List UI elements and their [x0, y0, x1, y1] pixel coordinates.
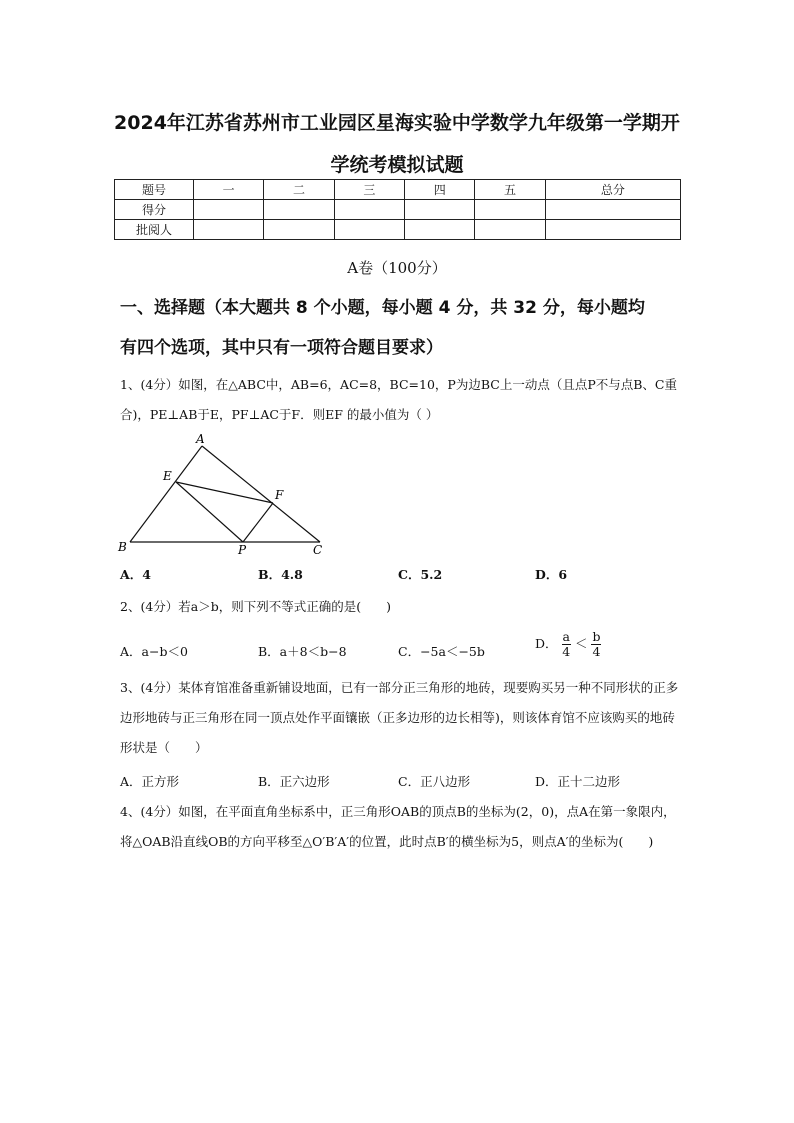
question-2-text: 2、(4分）若a＞b，则下列不等式正确的是( ) — [120, 599, 391, 614]
score-row-label: 得分 — [115, 200, 194, 220]
score-cell — [405, 200, 475, 220]
score-header-cell: 二 — [264, 180, 334, 200]
label-p: P — [238, 543, 247, 557]
volume-subtitle: A卷（100分） — [347, 259, 447, 277]
label-e: E — [163, 469, 172, 483]
section-heading-line-1: 一、选择题（本大题共 8 个小题，每小题 4 分，共 32 分，每小题均 — [120, 298, 645, 318]
score-cell — [475, 220, 545, 240]
question-3-options — [120, 772, 680, 792]
label-a: A — [196, 432, 205, 446]
score-cell — [334, 220, 404, 240]
q2-option-d[interactable] — [535, 630, 601, 659]
q3-option-d[interactable]: D．正十二边形 — [535, 774, 621, 789]
question-4-text: 4、(4分）如图，在平面直角坐标系中，正三角形OAB的顶点B的坐标为(2，0)，点A在第一象限内，将△OAB沿直线OB的方向平移至△O′B′A′的位置，此时点B′的横坐标为5，则点A′的坐标为( ) — [120, 804, 676, 849]
segment-ab — [130, 446, 202, 542]
fraction-numerator: a — [562, 629, 570, 644]
label-f: F — [275, 488, 284, 502]
score-cell — [194, 220, 264, 240]
score-table-header-row — [115, 180, 681, 200]
label-b: B — [118, 540, 127, 554]
score-cell — [194, 200, 264, 220]
score-header-cell: 五 — [475, 180, 545, 200]
score-cell — [405, 220, 475, 240]
score-row-label: 批阅人 — [115, 220, 194, 240]
q3-option-b[interactable]: B．正六边形 — [258, 774, 330, 789]
score-table-row — [115, 220, 681, 240]
question-1-figure — [114, 430, 334, 558]
score-cell — [545, 220, 680, 240]
label-c: C — [313, 543, 323, 557]
segment-pe — [176, 482, 243, 542]
score-cell — [334, 200, 404, 220]
score-cell — [545, 200, 680, 220]
fraction-denominator: 4 — [592, 644, 601, 659]
q3-option-a[interactable]: A．正方形 — [120, 774, 180, 789]
fraction-denominator: 4 — [562, 644, 571, 659]
score-cell — [264, 200, 334, 220]
q1-option-d[interactable]: D．6 — [535, 567, 568, 582]
score-table — [114, 179, 681, 240]
exam-title-line-2: 学统考模拟试题 — [330, 154, 464, 176]
fraction-numerator: b — [592, 629, 601, 644]
question-1-options — [120, 565, 680, 585]
question-3-text: 3、(4分）某体育馆准备重新铺设地面，已有一部分正三角形的地砖，现要购买另一种不同形状的正多边形地砖与正三角形在同一顶点处作平面镶嵌（正多边形的边长相等)，则该体育馆不应该购买的地砖形状是（ ） — [120, 680, 679, 755]
q2-option-a[interactable]: A．a−b＜0 — [120, 644, 188, 659]
fraction-a-over-4 — [562, 630, 571, 659]
q3-option-c[interactable]: C．正八边形 — [398, 774, 471, 789]
less-than-sign: ＜ — [574, 636, 588, 651]
score-cell — [264, 220, 334, 240]
fraction-b-over-4 — [591, 630, 601, 659]
q2-option-b[interactable]: B．a＋8＜b−8 — [258, 644, 347, 659]
score-header-cell: 四 — [405, 180, 475, 200]
q2-option-d-prefix: D． — [535, 636, 558, 651]
q1-option-c[interactable]: C．5.2 — [398, 567, 443, 582]
score-table-row — [115, 200, 681, 220]
q2-option-c[interactable]: C．−5a＜−5b — [398, 644, 485, 659]
question-2-options — [120, 629, 680, 670]
score-header-cell: 三 — [334, 180, 404, 200]
section-heading-line-2: 有四个选项，其中只有一项符合题目要求） — [120, 338, 443, 358]
segment-pf — [243, 503, 273, 542]
score-header-cell: 总分 — [545, 180, 680, 200]
question-1-text: 1、(4分）如图，在△ABC中，AB=6，AC=8，BC=10，P为边BC上一动点（且点P不与点B、C重合)，PE⊥AB于E，PF⊥AC于F．则EF 的最小值为（ ） — [120, 377, 677, 422]
segment-ac — [202, 446, 320, 542]
q1-option-b[interactable]: B．4.8 — [258, 567, 303, 582]
score-header-cell: 题号 — [115, 180, 194, 200]
q1-option-a[interactable]: A．4 — [120, 567, 151, 582]
score-cell — [475, 200, 545, 220]
exam-title-line-1: 2024年江苏省苏州市工业园区星海实验中学数学九年级第一学期开 — [114, 112, 680, 134]
score-header-cell: 一 — [194, 180, 264, 200]
